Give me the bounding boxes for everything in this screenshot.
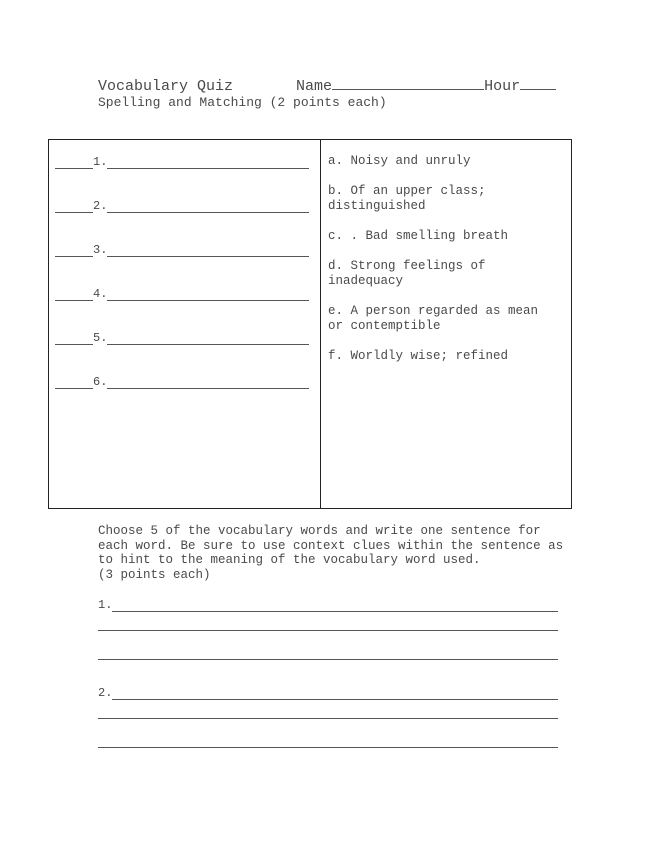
sentence-blank[interactable] <box>98 718 558 719</box>
item-number: 3. <box>93 243 108 257</box>
hour-label: Hour <box>484 78 521 95</box>
matching-divider <box>320 139 321 509</box>
definition-c: c. . Bad smelling breath <box>328 229 509 243</box>
definition-e: e. A person regarded as mean or contemptible <box>328 304 539 333</box>
matching-item-6 <box>55 375 309 389</box>
sentence-blank[interactable] <box>112 611 558 612</box>
item-number: 4. <box>93 287 108 301</box>
section-subtitle: Spelling and Matching (2 points each) <box>98 95 387 110</box>
spelling-blank[interactable] <box>107 168 309 169</box>
answer-blank[interactable] <box>55 388 93 389</box>
item-number: 2. <box>93 199 108 213</box>
matching-item-1 <box>55 155 309 169</box>
definitions-list <box>328 154 560 379</box>
name-blank[interactable] <box>332 77 484 90</box>
sentence-2-line-2 <box>98 718 558 719</box>
spelling-blank[interactable] <box>107 300 309 301</box>
sentence-2-line-3 <box>98 747 558 748</box>
answer-blank[interactable] <box>55 300 93 301</box>
spelling-blank[interactable] <box>107 212 309 213</box>
matching-item-2 <box>55 199 309 213</box>
sentence-number: 2. <box>98 686 113 700</box>
spelling-blank[interactable] <box>107 344 309 345</box>
hour-blank[interactable] <box>520 77 556 90</box>
answer-blank[interactable] <box>55 344 93 345</box>
item-number: 6. <box>93 375 108 389</box>
instructions-text: Choose 5 of the vocabulary words and write one sentence for each word. Be sure to use context clues within the sentence as to hint to the meaning of the vocabulary word used. <box>98 524 564 567</box>
definition-d: d. Strong feelings of inadequacy <box>328 259 486 288</box>
spelling-blank[interactable] <box>107 388 309 389</box>
matching-item-3 <box>55 243 309 257</box>
sentence-2-row <box>98 686 558 700</box>
sentence-number: 1. <box>98 598 113 612</box>
sentence-blank[interactable] <box>112 699 558 700</box>
sentence-1-line-3 <box>98 659 558 660</box>
definition-b: b. Of an upper class; distinguished <box>328 184 486 213</box>
item-number: 1. <box>93 155 108 169</box>
sentence-instructions <box>98 524 568 582</box>
points-note: (3 points each) <box>98 567 211 582</box>
answer-blank[interactable] <box>55 256 93 257</box>
definition-a: a. Noisy and unruly <box>328 154 471 168</box>
spelling-blank[interactable] <box>107 256 309 257</box>
quiz-header <box>98 77 556 95</box>
sentence-blank[interactable] <box>98 659 558 660</box>
answer-blank[interactable] <box>55 168 93 169</box>
quiz-title: Vocabulary Quiz <box>98 78 234 95</box>
sentence-blank[interactable] <box>98 747 558 748</box>
name-label: Name <box>296 78 333 95</box>
item-number: 5. <box>93 331 108 345</box>
matching-item-5 <box>55 331 309 345</box>
answer-blank[interactable] <box>55 212 93 213</box>
matching-item-4 <box>55 287 309 301</box>
sentence-1-row <box>98 598 558 612</box>
sentence-1-line-2 <box>98 630 558 631</box>
definition-f: f. Worldly wise; refined <box>328 349 509 363</box>
sentence-blank[interactable] <box>98 630 558 631</box>
